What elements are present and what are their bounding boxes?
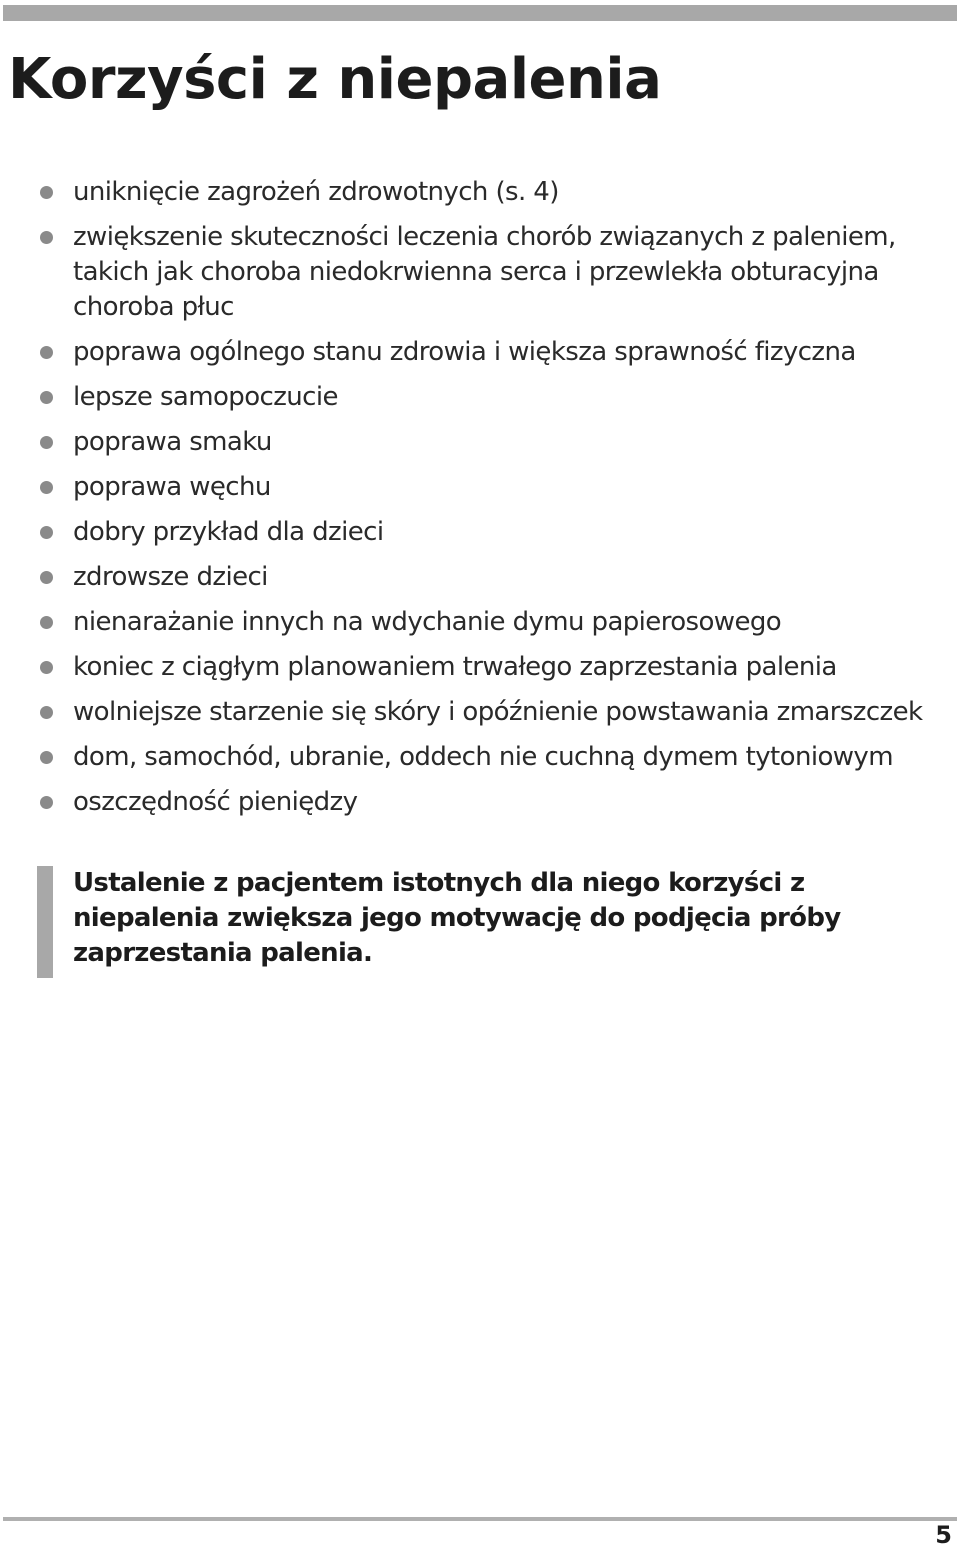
bullet-icon (40, 436, 53, 449)
list-item-text: poprawa ogólnego stanu zdrowia i większa sprawność fizyczna (73, 337, 856, 367)
list-item (0, 425, 960, 460)
list-item (0, 785, 960, 820)
list-item (0, 470, 960, 505)
bullet-icon (40, 231, 53, 244)
list-item-text: poprawa smaku (73, 427, 272, 457)
bullet-icon (40, 391, 53, 404)
callout-text: Ustalenie z pacjentem istotnych dla niego korzyści z niepalenia zwiększa jego motywację do podjęcia próby zaprzestania palenia. (73, 868, 841, 968)
bullet-icon (40, 571, 53, 584)
list-item (0, 380, 960, 415)
list-item (0, 650, 960, 685)
list-item-text: uniknięcie zagrożeń zdrowotnych (s. 4) (73, 177, 559, 207)
bullet-icon (40, 751, 53, 764)
list-item (0, 175, 960, 210)
benefits-list (0, 175, 960, 830)
bullet-icon (40, 186, 53, 199)
bullet-icon (40, 346, 53, 359)
list-item-text: dom, samochód, ubranie, oddech nie cuchną dymem tytoniowym (73, 742, 893, 772)
list-item (0, 740, 960, 775)
bullet-icon (40, 796, 53, 809)
list-item-text: oszczędność pieniędzy (73, 787, 358, 817)
list-item (0, 220, 960, 325)
list-item-text: zwiększenie skuteczności leczenia chorób związanych z paleniem, takich jak choroba niedokrwienna serca i przewlekła obturacyjna choroba płuc (73, 222, 896, 322)
list-item (0, 335, 960, 370)
list-item-text: dobry przykład dla dzieci (73, 517, 384, 547)
bullet-icon (40, 526, 53, 539)
bullet-icon (40, 661, 53, 674)
header-bar (3, 5, 957, 21)
list-item (0, 515, 960, 550)
list-item (0, 605, 960, 640)
footer-divider (3, 1517, 957, 1521)
list-item-text: wolniejsze starzenie się skóry i opóźnienie powstawania zmarszczek (73, 697, 923, 727)
bullet-icon (40, 481, 53, 494)
callout-box (37, 866, 957, 978)
callout-accent-bar (37, 866, 53, 978)
list-item-text: zdrowsze dzieci (73, 562, 268, 592)
list-item-text: poprawa węchu (73, 472, 271, 502)
list-item-text: lepsze samopoczucie (73, 382, 338, 412)
bullet-icon (40, 616, 53, 629)
bullet-icon (40, 706, 53, 719)
page-number: 5 (935, 1521, 952, 1549)
list-item-text: koniec z ciągłym planowaniem trwałego zaprzestania palenia (73, 652, 837, 682)
list-item (0, 695, 960, 730)
page-title: Korzyści z niepalenia (8, 47, 662, 112)
list-item-text: nienarażanie innych na wdychanie dymu papierosowego (73, 607, 782, 637)
list-item (0, 560, 960, 595)
